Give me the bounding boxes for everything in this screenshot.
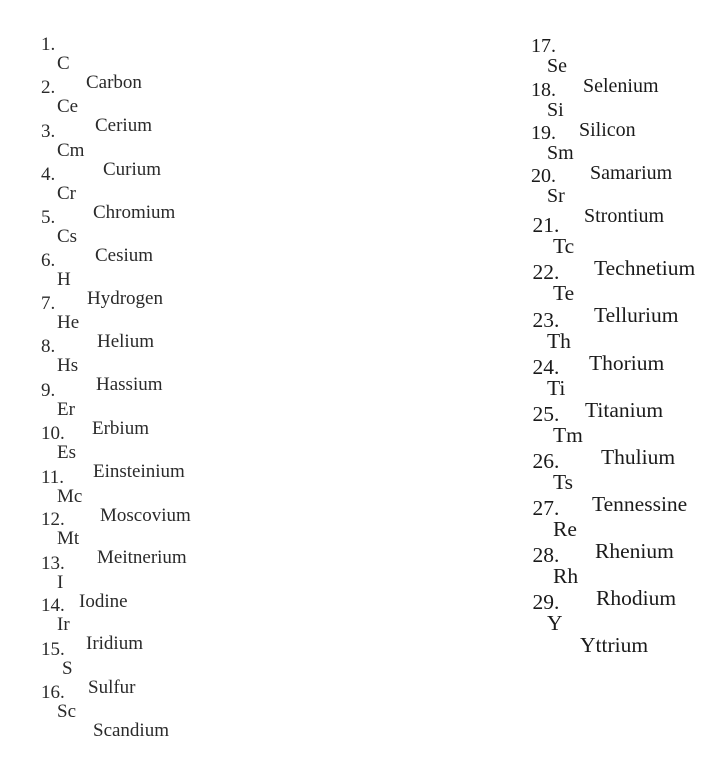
element-name: Tellurium [594,302,679,327]
element-symbol: Si [547,99,564,121]
element-name: Cesium [95,245,154,266]
element-symbol: Sm [547,142,574,164]
item-number: 16. [41,682,65,703]
element-name: Silicon [579,119,636,141]
element-symbol: Es [57,442,76,463]
element-symbol: I [57,572,64,593]
item-number: 1. [41,34,56,55]
item-number: 9. [41,380,56,401]
item-number: 7. [41,293,56,314]
element-symbol: Cr [57,183,76,204]
element-symbol: Ts [553,470,573,494]
element-name: Cerium [95,115,152,136]
element-name: Curium [103,159,162,180]
element-symbol: Re [553,517,577,541]
element-symbol: Sr [547,185,565,207]
item-number: 10. [41,423,65,444]
element-name: Thorium [589,350,665,375]
element-name: Helium [97,331,154,352]
element-name: Technetium [594,255,696,280]
element-name: Tennessine [592,491,688,516]
element-symbol: Sc [57,701,76,722]
element-name: Einsteinium [93,461,185,482]
item-number: 18. [531,79,556,101]
element-name: Meitnerium [97,547,187,568]
element-symbol: C [57,53,70,74]
element-name: Samarium [590,162,673,184]
item-number: 11. [41,467,65,488]
item-number: 23. [532,307,560,332]
element-symbol: H [57,269,71,290]
element-symbol: Hs [57,355,79,376]
element-symbol: Cs [57,226,78,247]
item-number: 21. [532,212,560,237]
element-name: Rhodium [596,585,677,610]
item-number: 13. [41,553,65,574]
element-symbol: S [62,658,73,679]
element-symbol: Te [553,281,575,305]
element-name: Thulium [601,444,676,469]
item-number: 25. [532,401,560,426]
element-name: Moscovium [100,505,191,526]
item-number: 3. [41,121,56,142]
element-name: Carbon [86,72,142,93]
element-name: Iridium [86,633,143,654]
element-symbol: Tc [553,234,575,258]
element-symbol: Ce [57,96,79,117]
item-number: 20. [531,165,556,187]
item-number: 28. [532,542,560,567]
element-name: Hydrogen [87,288,163,309]
element-symbol: Se [547,55,567,77]
element-name: Hassium [96,374,163,395]
element-name: Rhenium [595,538,674,563]
element-symbol: Ir [57,614,70,635]
item-number: 29. [532,589,560,614]
element-symbol: Th [547,329,571,353]
item-number: 2. [41,77,56,98]
element-name: Sulfur [88,677,136,698]
item-number: 15. [41,639,65,660]
item-number: 17. [531,35,556,57]
element-name: Selenium [583,75,659,97]
element-name: Erbium [92,418,149,439]
element-symbol: Y [547,611,563,635]
item-number: 6. [41,250,56,271]
element-name: Strontium [584,205,665,227]
element-symbol: Cm [57,140,85,161]
element-symbol: Mt [57,528,80,549]
element-symbol: Mc [57,486,83,507]
item-number: 24. [532,354,560,379]
element-name: Chromium [93,202,176,223]
item-number: 27. [532,495,560,520]
element-name: Iodine [79,591,128,612]
item-number: 12. [41,509,65,530]
element-name: Titanium [585,397,664,422]
element-symbol: Tm [553,423,583,447]
item-number: 4. [41,164,56,185]
item-number: 5. [41,207,56,228]
item-number: 8. [41,336,56,357]
item-number: 19. [531,122,556,144]
item-number: 26. [532,448,560,473]
element-symbol: Rh [553,564,579,588]
element-name: Yttrium [580,632,649,657]
element-symbol: He [57,312,80,333]
element-symbol: Er [57,399,75,420]
element-symbol: Ti [547,376,566,400]
element-name: Scandium [93,720,169,741]
item-number: 14. [41,595,65,616]
item-number: 22. [532,259,560,284]
